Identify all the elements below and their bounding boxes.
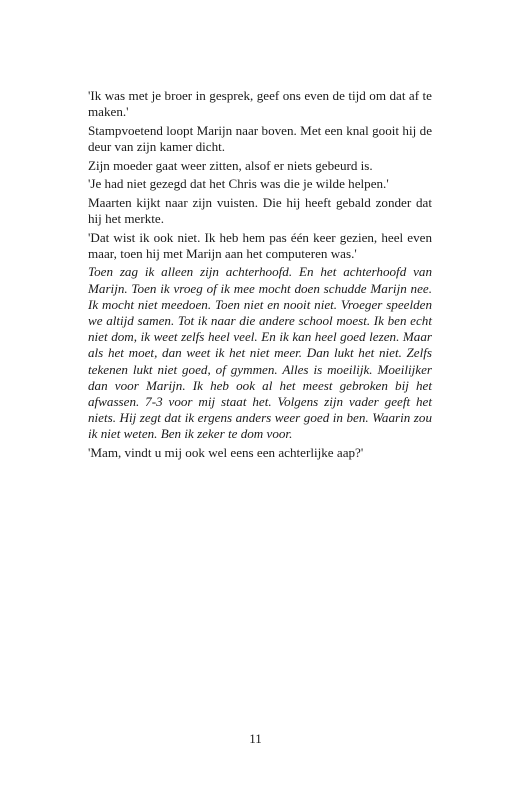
paragraph-inner-monologue: Toen zag ik alleen zijn achterhoofd. En het achterhoofd van Marijn. Toen ik vroeg of ik mee mocht doen schudde Marijn nee. Ik mocht niet meedoen. Toen niet en nooit niet. Vroeger speelden we altijd samen. Tot ik naar die andere school moest. Ik ben echt niet dom, ik weet zelfs heel veel. En ik kan heel goed lezen. Maar als het moet, dan weet ik het niet meer. Dan lukt het niet. Zelfs tekenen lukt niet goed, of gymmen. Alles is moeilijk. Moeilijker dan voor Marijn. Ik heb ook al het meest gebroken bij het afwassen. 7-3 voor mij staat het. Volgens zijn vader geeft het niets. Hij zegt dat ik ergens anders weer goed in ben. Waarin zou ik niet weten. Ben ik zeker te dom voor. (88, 264, 432, 442)
body-text (88, 88, 432, 464)
paragraph-dialogue: 'Mam, vindt u mij ook wel eens een achterlijke aap?' (88, 445, 364, 460)
paragraph-dialogue: 'Ik was met je broer in gesprek, geef ons even de tijd om dat af te maken.' (88, 88, 432, 120)
paragraph-narration: Stampvoetend loopt Marijn naar boven. Met een knal gooit hij de deur van zijn kamer dicht. (88, 122, 432, 154)
paragraph-narration: Zijn moeder gaat weer zitten, alsof er niets gebeurd is. (88, 157, 373, 173)
page-number: 11 (249, 731, 262, 746)
paragraph-dialogue: 'Dat wist ik ook niet. Ik heb hem pas één keer gezien, heel even maar, toen hij met Marijn aan het computeren was.' (88, 229, 432, 261)
paragraph-dialogue: 'Je had niet gezegd dat het Chris was die je wilde helpen.' (88, 176, 389, 192)
paragraph-narration: Maarten kijkt naar zijn vuisten. Die hij heeft gebald zonder dat hij het merkte. (88, 194, 432, 226)
